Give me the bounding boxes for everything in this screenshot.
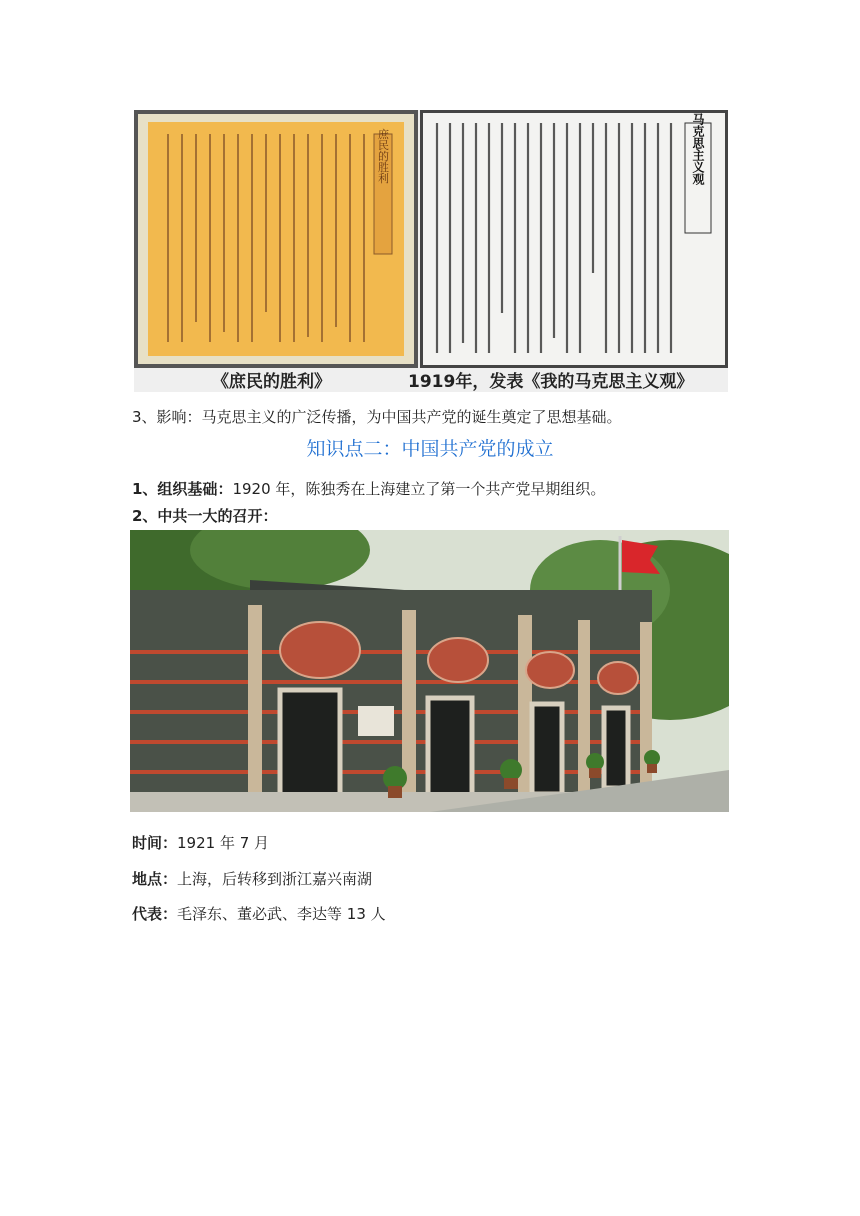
place-line	[132, 868, 372, 889]
first-congress-site-photo	[130, 530, 729, 812]
left-image-caption: 《庶民的胜利》	[212, 372, 331, 392]
first-congress-paragraph	[132, 505, 277, 526]
influence-label: 3、影响：	[132, 408, 202, 426]
organization-label: 1、组织基础：	[132, 480, 233, 498]
historical-documents-figure	[134, 110, 728, 392]
vertical-text-columns	[423, 113, 725, 365]
time-line	[132, 832, 269, 853]
place-value: 上海，后转移到浙江嘉兴南湖	[177, 870, 373, 888]
representatives-line	[132, 903, 386, 924]
right-image-caption: 1919年，发表《我的马克思主义观》	[408, 372, 694, 392]
representatives-value: 毛泽东、董必武、李达等 13 人	[177, 905, 386, 923]
section-heading: 知识点二：中国共产党的成立	[306, 438, 554, 460]
representatives-label: 代表：	[132, 905, 178, 923]
svg-text:我的马克思主义观: 我的马克思主义观	[691, 113, 705, 185]
influence-text: 马克思主义的广泛传播，为中国共产党的诞生奠定了思想基础。	[201, 408, 622, 426]
time-label: 时间：	[132, 834, 178, 852]
shumin-de-shengli-image	[134, 110, 418, 368]
time-value: 1921 年 7 月	[177, 834, 270, 852]
wode-makesi-zhuyi-guan-image	[420, 110, 728, 368]
organization-text: 1920 年，陈独秀在上海建立了第一个共产党早期组织。	[232, 480, 606, 498]
svg-text:庶民的胜利: 庶民的胜利	[376, 128, 390, 184]
organization-paragraph	[132, 478, 605, 499]
influence-paragraph	[132, 406, 622, 427]
place-label: 地点：	[132, 870, 178, 888]
first-congress-label: 2、中共一大的召开：	[132, 507, 278, 525]
vertical-text-columns	[148, 122, 404, 356]
